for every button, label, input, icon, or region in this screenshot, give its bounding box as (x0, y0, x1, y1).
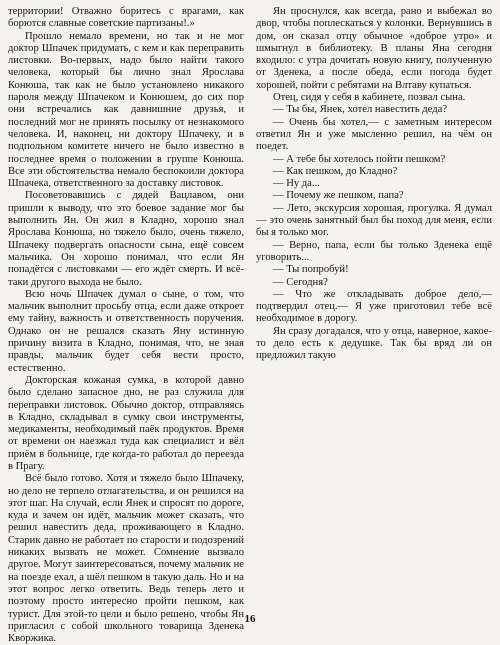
paragraph: — Ты бы, Янек, хотел навестить деда? (272, 104, 448, 116)
paragraph: территории! Отважно боритесь с врагами, как борются славные советские партизаны!.» (8, 6, 244, 30)
paragraph: Отец, сидя у себя в кабинете, позвал сына. (272, 92, 466, 104)
paragraph: Посоветовавшись с дядей Вацлавом, они пришли к выводу, что это боевое задание мог бы выполнить Ян. Он жил в Кладно, хорошо знал Ярослава Конюша, но тяжело было, очень тяжело, Шпачеку подвергать опасности сына, ещё совсем мальчика. Он хорошо понимал, что если Ян попадётся с листовками — его ждёт смерть. И всё-таки другого выхода не было. (8, 190, 244, 288)
paragraph: — Ну да... (272, 178, 320, 190)
right-column (256, 6, 492, 610)
paragraph: Прошло немало времени, но так и не мог доктор Шпачек придумать, с кем и как переправить листовки. Во-первых, надо было найти такого человека, который бы лично знал Ярослава Конюша, так как не было установлено никакого пароля между Шпачеком и Конюшем, до сих пор они встречались как давнишние друзья, и последний мог не принять посылку от незнакомого человека. И, наконец, ни доктору Шпачеку, и в подпольном комитете ничего не было известно в последнее время о положении в группе Конюша. Все эти обстоятельства немало беспокоили доктора Шпачека, ответственного за доставку листовок. (8, 30, 244, 190)
paragraph: — Ты попробуй! (272, 264, 349, 276)
left-column (8, 6, 245, 645)
page-number: 16 (244, 613, 256, 625)
paragraph: — Очень бы хотел,— с заметным интересом ответил Ян и уже мысленно решил, на чём он поедет. (256, 116, 492, 153)
paragraph: Ян сразу догадался, что у отца, наверное, какое-то дело есть к дедушке. Так бы вряд ли он предложил такую (256, 325, 492, 362)
paragraph: Докторская кожаная сумка, в которой давно было сделано запасное дно, не раз служила для переправки листовок. Обычно доктор, отправляясь в Кладно, складывал в сумку свои инструменты, медикаменты, необходимый паёк продуктов. Время от времени он наезжал туда как специалист и вёл приём в больнице, где когда-то работал до переезда в Прагу. (8, 374, 244, 472)
paragraph: — Почему же пешком, папа? (272, 190, 404, 202)
paragraph: — Что же откладывать доброе дело,— подтвердил отец.— Я уже приготовил тебе всё необходимое в дорогу. (256, 288, 492, 325)
paragraph: — Лето, экскурсия хорошая, прогулка. Я думал — это очень занятный был бы поход для меня, если бы я только мог. (256, 202, 492, 239)
paragraph: Всю ночь Шпачек думал о сыне, о том, что мальчик выполнит просьбу отца, если даже откроет ему тайну, важность и ответственность поручения. Однако он не решался сказать Яну истинную причину визита в Кладно, понимая, что, не зная правды, мальчик будет себя вести просто, естественно. (8, 288, 244, 374)
paragraph: — А тебе бы хотелось пойти пешком? (272, 153, 446, 165)
paragraph: Всё было готово. Хотя и тяжело было Шпачеку, но дело не терпело отлагательства, и он решился на этот шаг. На случай, если Янек и спросят по дороге, куда и зачем он идёт, мальчик может сказать, что решил навестить деда, проживающего в Кладно. Старик давно не работает по старости и подозрений никаких вызвать не может. Сомнение вызвало другое. Могут заинтересоваться, почему мальчик не на поезде ехал, а шёл пешком в такую даль. Но и на этот вопрос легко ответить. Ведь теперь лето и поэтому просто интересно пройти пешком, как турист. Для этой-то цели и было решено, чтобы Ян пригласил с собой школьного товарища Зденека Кворжика. (8, 473, 245, 645)
paragraph: — Как пешком, до Кладно? (272, 165, 398, 177)
paragraph: — Верно, папа, если бы только Зденека ещё уговорить... (256, 239, 492, 263)
paragraph: Ян проснулся, как всегда, рано и выбежал во двор, чтобы поплескаться у колонки. Вернувшись в дом, он сказал отцу обычное «доброе утро» и шмыгнул в библиотеку. В планы Яна сегодня входило: с утра дочитать новую книгу, полученную от Зденека, а после обеда, если погода будет хорошей, пойти с ребятами на Влтаву купаться. (256, 6, 492, 91)
paragraph: — Сегодня? (272, 276, 328, 288)
